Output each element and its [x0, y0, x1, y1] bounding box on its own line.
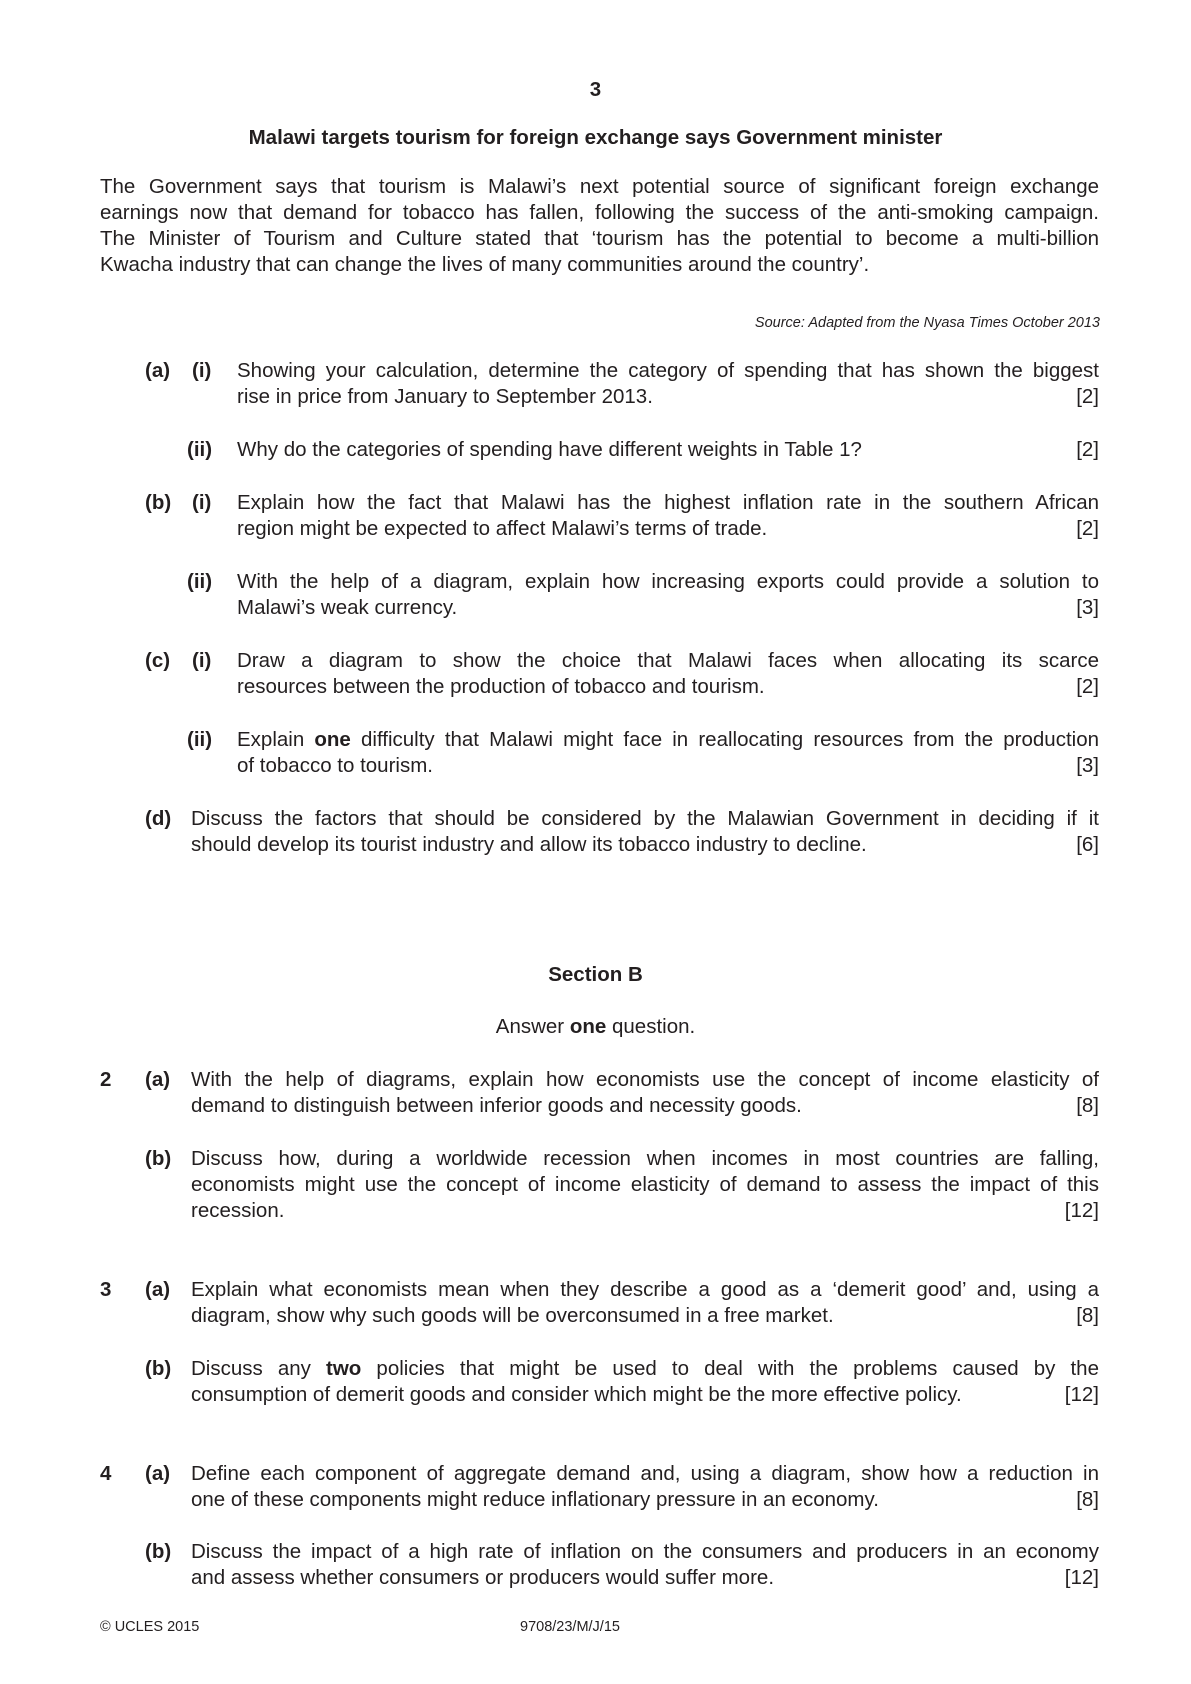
q1-d-label: (d): [145, 807, 172, 830]
q1-c-i-mark: [2]: [1076, 675, 1099, 698]
q2-a-line2: demand to distinguish between inferior goods and necessity goods.: [191, 1094, 802, 1117]
q1-c-i-label: (i): [192, 649, 212, 672]
q1-c-ii-line2: of tobacco to tourism.: [237, 754, 433, 777]
q3-b-line2: consumption of demerit goods and consider which might be the more effective policy.: [191, 1383, 962, 1406]
q2-a-mark: [8]: [1076, 1094, 1099, 1117]
article-line-3: The Minister of Tourism and Culture stated that ‘tourism has the potential to become a multi-billion: [100, 227, 1099, 250]
section-b-instruction: [0, 1014, 1191, 1040]
q4-a-line2: one of these components might reduce inflationary pressure in an economy.: [191, 1488, 879, 1511]
q4-b-line2: and assess whether consumers or producers would suffer more.: [191, 1566, 775, 1589]
q4-number: 4: [100, 1462, 112, 1485]
q1-c-ii-mark: [3]: [1076, 754, 1099, 777]
q3-b-mark: [12]: [1064, 1383, 1099, 1406]
q1-a-i-line1: Showing your calculation, determine the category of spending that has shown the biggest: [237, 359, 1099, 382]
q1-c-ii-line1: [237, 727, 1099, 753]
q3-a-label: (a): [145, 1278, 171, 1301]
q1-a-i-mark: [2]: [1076, 385, 1099, 408]
q1-a-ii-mark: [2]: [1076, 438, 1099, 461]
q1-c-label: (c): [145, 649, 171, 672]
q3-b-line1: [191, 1356, 1099, 1382]
q3-b-post: policies that might be used to deal with the problems caused by the: [361, 1357, 1099, 1380]
q1-b-ii-line2: Malawi’s weak currency.: [237, 596, 458, 619]
q1-d-line1: Discuss the factors that should be considered by the Malawian Government in deciding if it: [191, 807, 1099, 830]
article-line-4: Kwacha industry that can change the lives of many communities around the country’.: [100, 253, 870, 276]
footer-code: 9708/23/M/J/15: [520, 1619, 620, 1635]
q1-c-i-line1: Draw a diagram to show the choice that Malawi faces when allocating its scarce: [237, 649, 1099, 672]
q1-b-i-mark: [2]: [1076, 517, 1099, 540]
q4-b-mark: [12]: [1064, 1566, 1099, 1589]
q2-b-label: (b): [145, 1147, 172, 1170]
q1-c-i-line2: resources between the production of tobacco and tourism.: [237, 675, 765, 698]
q3-a-mark: [8]: [1076, 1304, 1099, 1327]
section-b-heading: Section B: [548, 963, 643, 986]
instr-pre: Answer: [495, 1015, 570, 1038]
q2-a-label: (a): [145, 1068, 171, 1091]
instr-bold: one: [569, 1015, 607, 1038]
q1-b-i-line1: Explain how the fact that Malawi has the highest inflation rate in the southern African: [237, 491, 1099, 514]
q1-d-mark: [6]: [1076, 833, 1099, 856]
q1-a-i-line2: rise in price from January to September 2013.: [237, 385, 653, 408]
q1-b-i-line2: region might be expected to affect Malawi’s terms of trade.: [237, 517, 768, 540]
q1-b-i-label: (i): [192, 491, 212, 514]
q2-a-line1: With the help of diagrams, explain how economists use the concept of income elasticity of: [191, 1068, 1099, 1091]
article-line-1: The Government says that tourism is Malawi’s next potential source of significant foreign exchange: [100, 175, 1099, 198]
q4-b-label: (b): [145, 1540, 172, 1563]
q1-b-ii-line1: With the help of a diagram, explain how increasing exports could provide a solution to: [237, 570, 1099, 593]
q1-a-label: (a): [145, 359, 171, 382]
article-line-2: earnings now that demand for tobacco has fallen, following the success of the anti-smoking campaign.: [100, 201, 1099, 224]
q2-b-line2: economists might use the concept of income elasticity of demand to assess the impact of this: [191, 1173, 1099, 1196]
q3-b-pre: Discuss any: [191, 1357, 327, 1380]
q2-b-line1: Discuss how, during a worldwide recession when incomes in most countries are falling,: [191, 1147, 1099, 1170]
q1-a-i-label: (i): [192, 359, 212, 382]
instr-post: question.: [606, 1015, 696, 1038]
q1-b-ii-mark: [3]: [1076, 596, 1099, 619]
q3-number: 3: [100, 1278, 112, 1301]
q4-a-mark: [8]: [1076, 1488, 1099, 1511]
q1-b-ii-label: (ii): [187, 570, 213, 593]
q2-number: 2: [100, 1068, 112, 1091]
q3-b-label: (b): [145, 1357, 172, 1380]
q1-a-ii-label: (ii): [187, 438, 213, 461]
q4-a-label: (a): [145, 1462, 171, 1485]
q1-c-ii-pre: Explain: [237, 728, 315, 751]
q3-a-line1: Explain what economists mean when they describe a good as a ‘demerit good’ and, using a: [191, 1278, 1099, 1301]
q1-b-label: (b): [145, 491, 172, 514]
article-source: Source: Adapted from the Nyasa Times October 2013: [754, 315, 1100, 331]
q3-b-bold: two: [326, 1357, 362, 1380]
q4-a-line1: Define each component of aggregate demand and, using a diagram, show how a reduction in: [191, 1462, 1099, 1485]
q3-a-line2: diagram, show why such goods will be overconsumed in a free market.: [191, 1304, 834, 1327]
footer-copyright: © UCLES 2015: [100, 1619, 200, 1635]
q1-c-ii-post: difficulty that Malawi might face in reallocating resources from the production: [350, 728, 1100, 751]
q1-d-line2: should develop its tourist industry and allow its tobacco industry to decline.: [191, 833, 867, 856]
q1-c-ii-bold: one: [314, 728, 351, 751]
page-number: 3: [589, 78, 602, 101]
q4-b-line1: Discuss the impact of a high rate of inflation on the consumers and producers in an economy: [191, 1540, 1099, 1563]
q1-a-ii-line1: Why do the categories of spending have different weights in Table 1?: [237, 438, 862, 461]
q2-b-line3: recession.: [191, 1199, 285, 1222]
q2-b-mark: [12]: [1064, 1199, 1099, 1222]
article-title: Malawi targets tourism for foreign exchange says Government minister: [248, 126, 943, 149]
q1-c-ii-label: (ii): [187, 728, 213, 751]
